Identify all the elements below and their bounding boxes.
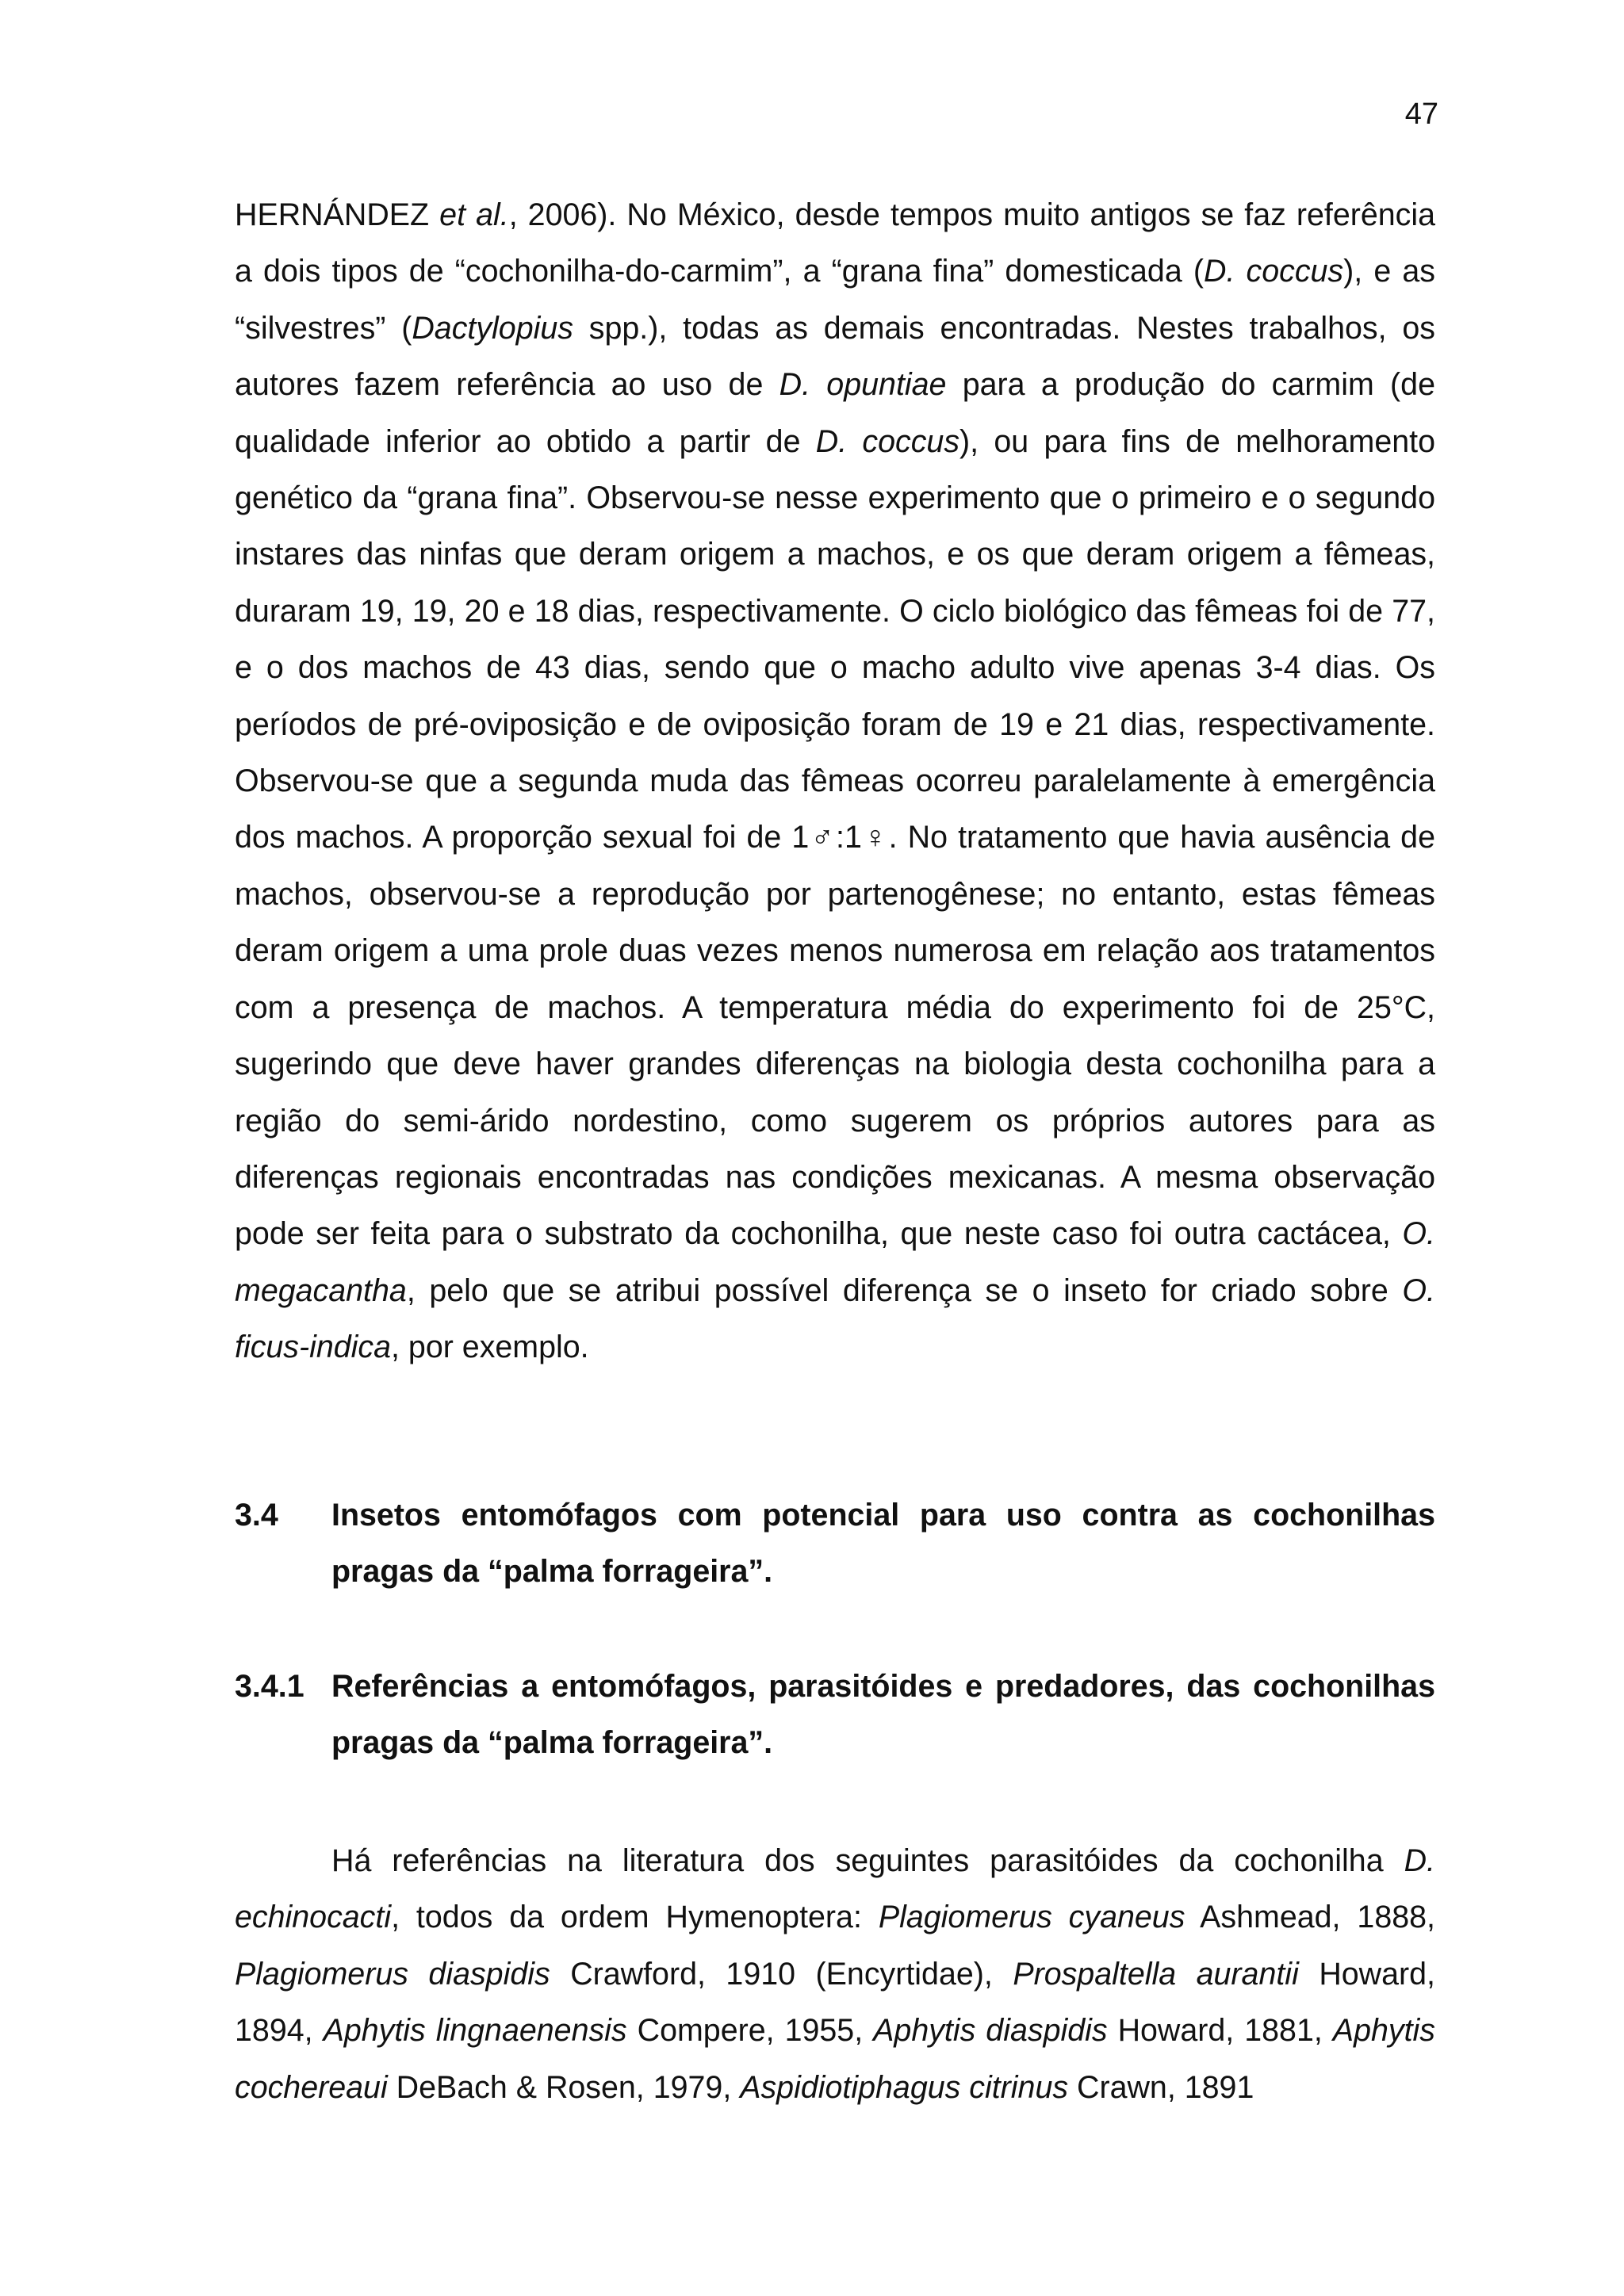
section-heading-3-4 bbox=[235, 1487, 1435, 1601]
species-name: D. coccus bbox=[815, 423, 960, 459]
text-run: Compere, 1955, bbox=[626, 2013, 874, 2049]
text-run: , pelo que se atribui possível diferença se o inseto for criado sobre bbox=[406, 1272, 1403, 1308]
text-run: spp.), todas as demais encontradas. Nestes trabalhos, os autores fazem referência ao uso de bbox=[235, 310, 1435, 403]
text-run: Ashmead, 1888, bbox=[1185, 1900, 1435, 1935]
section-title: Insetos entomófagos com potencial para uso contra as cochonilhas pragas da “palma forrageira”. bbox=[331, 1498, 1435, 1590]
species-name: D. opuntiae bbox=[779, 367, 947, 403]
text-run: HERNÁNDEZ bbox=[235, 197, 440, 232]
text-run: , todos da ordem Hymenoptera: bbox=[391, 1900, 879, 1935]
species-name: Aphytis lingnaenensis bbox=[323, 2013, 627, 2049]
species-name: Aphytis diaspidis bbox=[873, 2013, 1108, 2049]
species-name: Aphytis cochereaui bbox=[235, 2013, 1435, 2105]
italic-run: et al. bbox=[439, 197, 509, 232]
text-run: , 2006). No México, desde tempos muito antigos se faz referência a dois tipos de “cochonilha-do-carmim”, a “grana fina” domesticada ( bbox=[235, 197, 1436, 289]
section-number: 3.4 bbox=[235, 1498, 278, 1533]
species-name: D. coccus bbox=[1204, 254, 1344, 289]
text-run: DeBach & Rosen, 1979, bbox=[387, 2069, 741, 2105]
species-name: Aspidiotiphagus citrinus bbox=[740, 2069, 1069, 2105]
paragraph-body-1 bbox=[235, 187, 1435, 1376]
text-run: Crawford, 1910 (Encyrtidae), bbox=[550, 1956, 1013, 1992]
species-name: Plagiomerus diaspidis bbox=[235, 1956, 550, 1992]
text-run: Howard, 1881, bbox=[1107, 2013, 1333, 2049]
text-run: Crawn, 1891 bbox=[1068, 2069, 1254, 2105]
text-run: ), ou para fins de melhoramento genético da “grana fina”. Observou-se nesse experimento que o primeiro e o segundo instares das ninfas que deram origem a machos, e os que deram origem a fêmeas, duraram 19, 19, 20 e 18 dias, respectivamente. O ciclo biológico das fêmeas foi de 77, e o dos machos de 43 dias, sendo que o macho adulto vive apenas 3-4 dias. Os períodos de pré-oviposição e de oviposição foram de 19 e 21 dias, respectivamente. Observou-se que a segunda muda das fêmeas ocorreu paralelamente à emergência dos machos. A proporção sexual foi de 1♂:1♀. No tratamento que havia ausência de machos, observou-se a reprodução por partenogênese; no entanto, estas fêmeas deram origem a uma prole duas vezes menos numerosa em relação aos tratamentos com a presença de machos. A temperatura média do experimento foi de 25°C, sugerindo que deve haver grandes diferenças na biologia desta cochonilha para a região do semi-árido nordestino, como sugerem os próprios autores para as diferenças regionais encontradas nas condições mexicanas. A mesma observação pode ser feita para o substrato da cochonilha, que neste caso foi outra cactácea, bbox=[235, 423, 1436, 1252]
species-name: Plagiomerus cyaneus bbox=[878, 1900, 1185, 1935]
species-name: Prospaltella aurantii bbox=[1013, 1956, 1299, 1992]
section-title: Referências a entomófagos, parasitóides e predadores, das cochonilhas pragas da “palma forrageira”. bbox=[331, 1669, 1435, 1761]
species-name: O. megacantha bbox=[235, 1216, 1435, 1308]
page-number: 47 bbox=[1404, 98, 1438, 131]
text-run: ), e as “silvestres” ( bbox=[235, 254, 1435, 346]
section-heading-3-4-1 bbox=[235, 1659, 1435, 1772]
section-number: 3.4.1 bbox=[235, 1669, 304, 1704]
text-run: , por exemplo. bbox=[391, 1330, 589, 1365]
text-run: Há referências na literatura dos seguintes parasitóides da cochonilha bbox=[331, 1843, 1404, 1878]
species-name: D. echinocacti bbox=[235, 1843, 1435, 1935]
paragraph-body-2 bbox=[235, 1833, 1435, 2116]
genus-name: Dactylopius bbox=[412, 310, 573, 346]
species-name: O. ficus-indica bbox=[235, 1272, 1435, 1365]
text-run: para a produção do carmim (de qualidade inferior ao obtido a partir de bbox=[235, 367, 1435, 459]
text-run: Howard, 1894, bbox=[235, 1956, 1435, 2049]
